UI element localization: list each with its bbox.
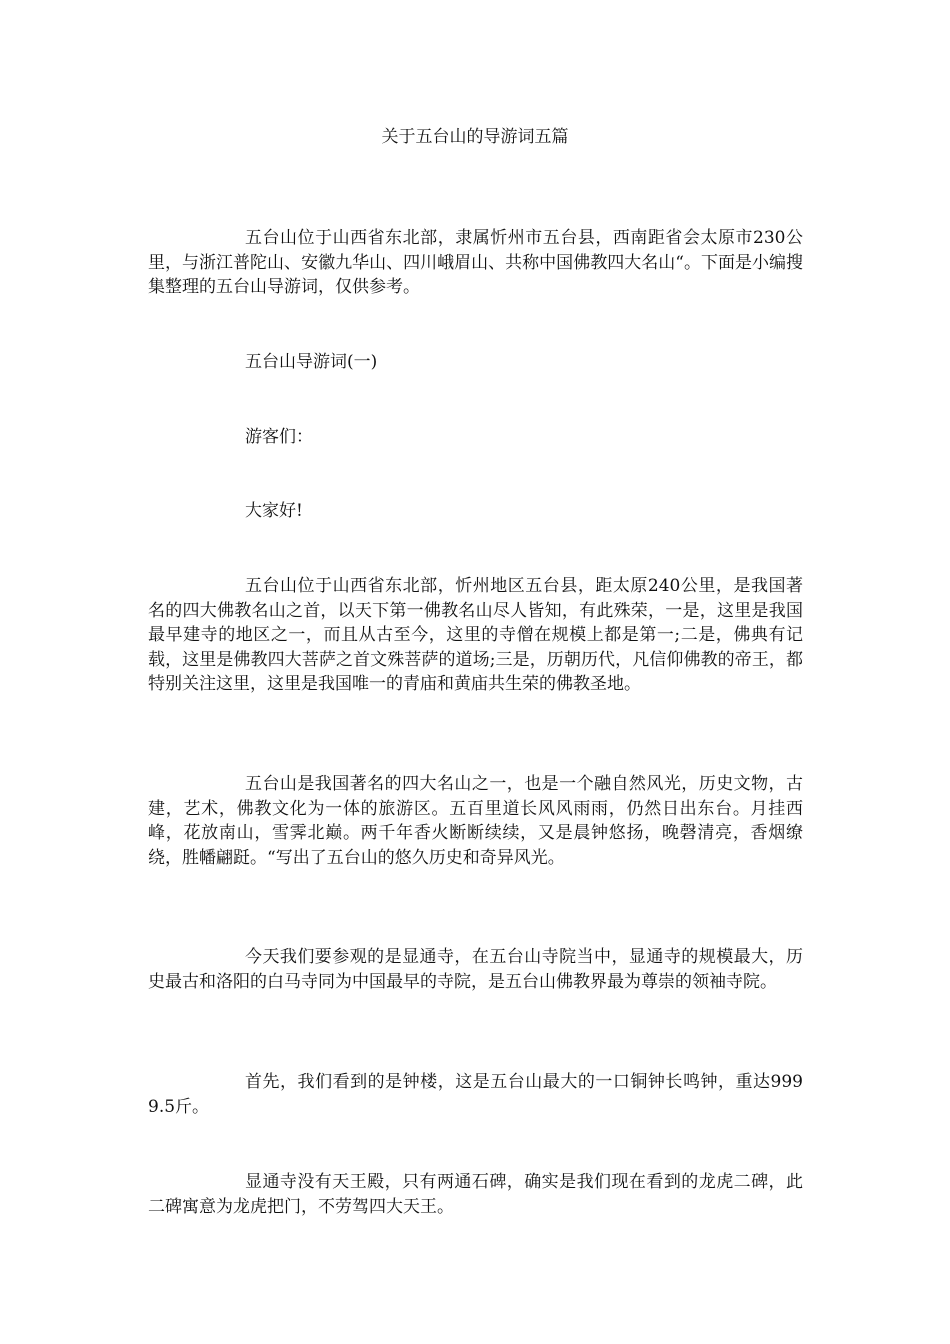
paragraph-hello: 大家好!: [245, 501, 303, 521]
paragraph-intro: 五台山位于山西省东北部，隶属忻州市五台县，西南距省会太原市230公里，与浙江普陀山、安徽九华山、四川峨眉山、共称中国佛教四大名山“。下面是小编搜集整理的五台山导游词，仅供参考。: [148, 228, 803, 297]
paragraph-bell-tower: 首先，我们看到的是钟楼，这是五台山最大的一口铜钟长鸣钟，重达9999.5斤。: [148, 1072, 803, 1117]
paragraph-steles: 显通寺没有天王殿，只有两通石碑，确实是我们现在看到的龙虎二碑，此二碑寓意为龙虎把门，不劳驾四大天王。: [148, 1172, 803, 1217]
paragraph-xiantong-temple: 今天我们要参观的是显通寺，在五台山寺院当中，显通寺的规模最大，历史最古和洛阳的白马寺同为中国最早的寺院，是五台山佛教界最为尊崇的领袖寺院。: [148, 947, 803, 992]
paragraph-scenery: 五台山是我国著名的四大名山之一，也是一个融自然风光，历史文物，古建，艺术，佛教文化为一体的旅游区。五百里道长风风雨雨，仍然日出东台。月挂西峰，花放南山，雪霁北巅。两千年香火断断续续，又是晨钟悠扬，晚磬清亮，香烟缭绕，胜幡翩跹。“写出了五台山的悠久历史和奇异风光。: [148, 774, 803, 868]
paragraph-greeting: 游客们：: [245, 427, 313, 447]
paragraph-section-heading: 五台山导游词(一): [245, 352, 378, 372]
paragraph-location: 五台山位于山西省东北部，忻州地区五台县，距太原240公里，是我国著名的四大佛教名山之首，以天下第一佛教名山尽人皆知，有此殊荣，一是，这里是我国最早建寺的地区之一，而且从古至今，这里的寺僧在规模上都是第一;二是，佛典有记载，这里是佛教四大菩萨之首文殊菩萨的道场;三是，历朝历代，凡信仰佛教的帝王，都特别关注这里，这里是我国唯一的青庙和黄庙共生荣的佛教圣地。: [148, 576, 803, 694]
document-title: 关于五台山的导游词五篇: [381, 127, 569, 147]
